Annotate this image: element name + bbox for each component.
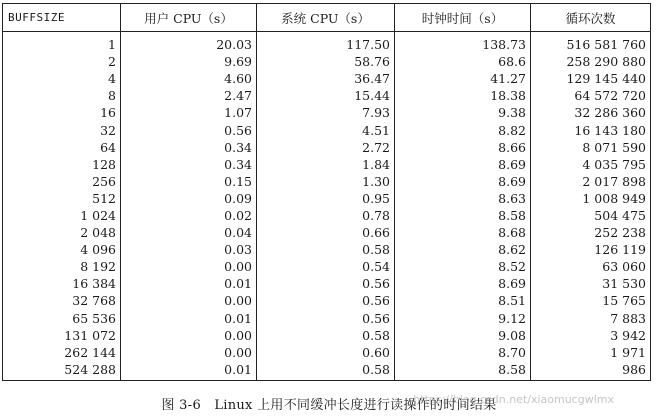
cell-user-cpu: 0.00: [121, 327, 257, 344]
cell-clock-time: 41.27: [395, 70, 531, 87]
cell-clock-time: 8.82: [395, 121, 531, 138]
figure-caption: 图 3-6 Linux 上用不同缓冲长度进行读操作的时间结果: [161, 398, 497, 413]
cell-clock-time: 8.58: [395, 361, 531, 381]
cell-user-cpu: 0.04: [121, 224, 257, 241]
cell-loop-count: 4 035 795: [531, 156, 651, 173]
cell-loop-count: 504 475: [531, 207, 651, 224]
cell-buffsize: 512: [3, 190, 121, 207]
cell-loop-count: 516 581 760: [531, 32, 651, 54]
cell-clock-time: 138.73: [395, 32, 531, 54]
header-clock-time: 时钟时间（s）: [395, 4, 531, 32]
timing-table-container: [2, 3, 650, 381]
cell-buffsize: 2 048: [3, 224, 121, 241]
cell-user-cpu: 0.34: [121, 156, 257, 173]
cell-system-cpu: 117.50: [257, 32, 395, 54]
cell-system-cpu: 58.76: [257, 53, 395, 70]
cell-clock-time: 8.66: [395, 139, 531, 156]
table-row: [3, 121, 651, 138]
timing-table: [2, 3, 651, 381]
cell-user-cpu: 0.01: [121, 275, 257, 292]
table-row: [3, 224, 651, 241]
cell-buffsize: 1: [3, 32, 121, 54]
cell-system-cpu: 0.56: [257, 292, 395, 309]
cell-clock-time: 9.38: [395, 104, 531, 121]
cell-user-cpu: 0.01: [121, 361, 257, 381]
cell-buffsize: 4 096: [3, 241, 121, 258]
cell-buffsize: 262 144: [3, 344, 121, 361]
header-system-cpu: 系统 CPU（s）: [257, 4, 395, 32]
cell-user-cpu: 0.02: [121, 207, 257, 224]
cell-loop-count: 7 883: [531, 310, 651, 327]
table-row: [3, 327, 651, 344]
cell-loop-count: 15 765: [531, 292, 651, 309]
cell-loop-count: 252 238: [531, 224, 651, 241]
cell-system-cpu: 0.58: [257, 327, 395, 344]
cell-buffsize: 8: [3, 87, 121, 104]
cell-loop-count: 126 119: [531, 241, 651, 258]
cell-system-cpu: 0.58: [257, 361, 395, 381]
cell-buffsize: 2: [3, 53, 121, 70]
table-row: [3, 139, 651, 156]
cell-loop-count: 1 008 949: [531, 190, 651, 207]
cell-clock-time: 8.69: [395, 156, 531, 173]
table-row: [3, 190, 651, 207]
cell-user-cpu: 0.56: [121, 121, 257, 138]
cell-loop-count: 2 017 898: [531, 173, 651, 190]
table-row: [3, 173, 651, 190]
table-row: [3, 275, 651, 292]
cell-user-cpu: 20.03: [121, 32, 257, 54]
cell-loop-count: 64 572 720: [531, 87, 651, 104]
table-row: [3, 258, 651, 275]
table-row: [3, 156, 651, 173]
cell-system-cpu: 0.56: [257, 310, 395, 327]
table-row: [3, 361, 651, 381]
cell-system-cpu: 0.58: [257, 241, 395, 258]
cell-buffsize: 65 536: [3, 310, 121, 327]
cell-buffsize: 524 288: [3, 361, 121, 381]
cell-loop-count: 32 286 360: [531, 104, 651, 121]
table-row: [3, 241, 651, 258]
cell-system-cpu: 1.30: [257, 173, 395, 190]
cell-loop-count: 986: [531, 361, 651, 381]
cell-clock-time: 8.69: [395, 173, 531, 190]
cell-clock-time: 9.12: [395, 310, 531, 327]
cell-clock-time: 8.62: [395, 241, 531, 258]
cell-user-cpu: 2.47: [121, 87, 257, 104]
watermark: https://blog.csdn.net/xiaomucgwlmx: [413, 393, 614, 406]
cell-system-cpu: 0.60: [257, 344, 395, 361]
cell-buffsize: 131 072: [3, 327, 121, 344]
cell-system-cpu: 7.93: [257, 104, 395, 121]
cell-system-cpu: 0.54: [257, 258, 395, 275]
cell-loop-count: 129 145 440: [531, 70, 651, 87]
cell-loop-count: 16 143 180: [531, 121, 651, 138]
cell-system-cpu: 1.84: [257, 156, 395, 173]
cell-user-cpu: 0.00: [121, 258, 257, 275]
cell-user-cpu: 0.00: [121, 344, 257, 361]
cell-clock-time: 8.68: [395, 224, 531, 241]
cell-system-cpu: 0.56: [257, 275, 395, 292]
table-row: [3, 207, 651, 224]
cell-system-cpu: 0.78: [257, 207, 395, 224]
cell-system-cpu: 0.95: [257, 190, 395, 207]
table-row: [3, 87, 651, 104]
table-row: [3, 344, 651, 361]
cell-system-cpu: 4.51: [257, 121, 395, 138]
cell-buffsize: 1 024: [3, 207, 121, 224]
table-header: [3, 4, 651, 32]
cell-user-cpu: 0.00: [121, 292, 257, 309]
cell-buffsize: 4: [3, 70, 121, 87]
table-row: [3, 310, 651, 327]
cell-clock-time: 8.69: [395, 275, 531, 292]
cell-buffsize: 8 192: [3, 258, 121, 275]
table-body: [3, 32, 651, 381]
cell-buffsize: 16: [3, 104, 121, 121]
cell-system-cpu: 0.66: [257, 224, 395, 241]
cell-user-cpu: 4.60: [121, 70, 257, 87]
cell-clock-time: 68.6: [395, 53, 531, 70]
cell-system-cpu: 36.47: [257, 70, 395, 87]
cell-loop-count: 63 060: [531, 258, 651, 275]
cell-buffsize: 16 384: [3, 275, 121, 292]
cell-loop-count: 31 530: [531, 275, 651, 292]
cell-loop-count: 8 071 590: [531, 139, 651, 156]
cell-clock-time: 8.70: [395, 344, 531, 361]
table-row: [3, 70, 651, 87]
cell-clock-time: 18.38: [395, 87, 531, 104]
cell-system-cpu: 15.44: [257, 87, 395, 104]
cell-buffsize: 256: [3, 173, 121, 190]
header-loop-count: 循环次数: [531, 4, 651, 32]
cell-user-cpu: 0.01: [121, 310, 257, 327]
cell-user-cpu: 0.34: [121, 139, 257, 156]
cell-user-cpu: 9.69: [121, 53, 257, 70]
cell-clock-time: 8.51: [395, 292, 531, 309]
cell-clock-time: 8.63: [395, 190, 531, 207]
cell-user-cpu: 0.03: [121, 241, 257, 258]
cell-buffsize: 32: [3, 121, 121, 138]
table-row: [3, 53, 651, 70]
header-user-cpu: 用户 CPU（s）: [121, 4, 257, 32]
cell-clock-time: 9.08: [395, 327, 531, 344]
table-row: [3, 292, 651, 309]
cell-buffsize: 128: [3, 156, 121, 173]
cell-system-cpu: 2.72: [257, 139, 395, 156]
cell-loop-count: 3 942: [531, 327, 651, 344]
cell-user-cpu: 0.15: [121, 173, 257, 190]
table-row: [3, 32, 651, 54]
cell-buffsize: 64: [3, 139, 121, 156]
header-row: [3, 4, 651, 32]
cell-buffsize: 32 768: [3, 292, 121, 309]
cell-loop-count: 1 971: [531, 344, 651, 361]
header-buffsize: BUFFSIZE: [3, 4, 121, 32]
cell-user-cpu: 1.07: [121, 104, 257, 121]
table-row: [3, 104, 651, 121]
cell-loop-count: 258 290 880: [531, 53, 651, 70]
cell-user-cpu: 0.09: [121, 190, 257, 207]
cell-clock-time: 8.52: [395, 258, 531, 275]
cell-clock-time: 8.58: [395, 207, 531, 224]
